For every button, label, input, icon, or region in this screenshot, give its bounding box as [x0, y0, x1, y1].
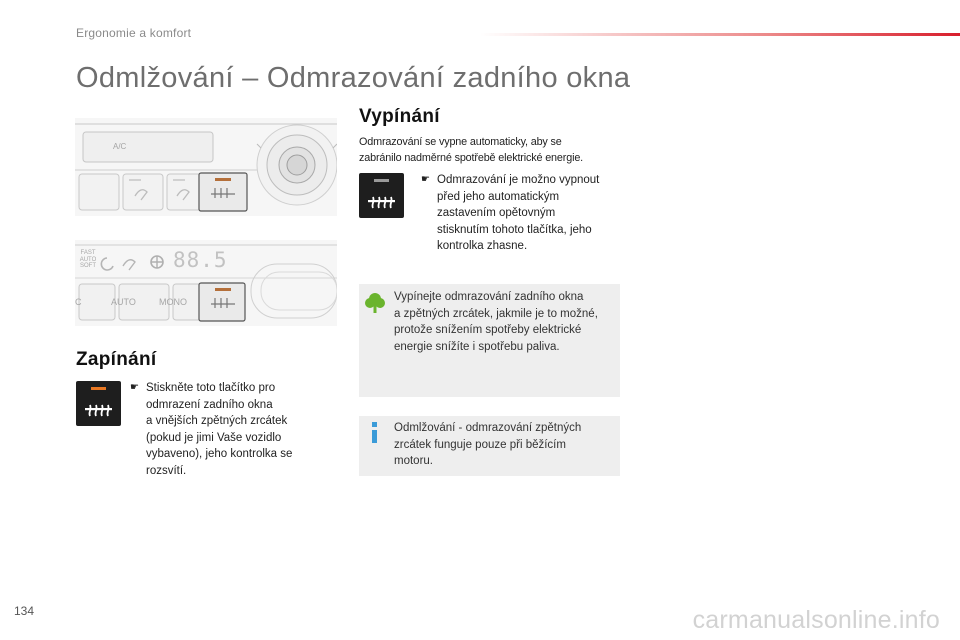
switch-on-line: (pokud je jimi Vaše vozidlo: [146, 431, 282, 444]
eco-note-line: a zpětných zrcátek, jakmile je to možné,: [394, 307, 598, 320]
switch-off-line: před jeho automatickým: [437, 190, 560, 203]
header-accent-line: [480, 33, 960, 36]
eco-note-box: [359, 284, 620, 397]
eco-note-text: [394, 289, 618, 355]
switch-on-line: a vnějších zpětných zrcátek: [146, 415, 288, 427]
fast-auto-soft-label: [79, 250, 97, 270]
switch-on-heading: Zapínání: [76, 349, 157, 370]
temperature-display: 88.5: [173, 248, 228, 272]
eco-note-line: protože snížením spotřeby elektrické: [394, 324, 582, 336]
auto-button-label: AUTO: [111, 297, 136, 307]
fast-label: FAST: [80, 250, 96, 256]
bullet-marker: ☛: [421, 174, 430, 185]
rear-defrost-button-off-icon: [359, 173, 404, 218]
page-number: 134: [14, 604, 35, 618]
bullet-marker: ☛: [130, 382, 139, 393]
switch-on-line: vybaveno), jeho kontrolka se: [146, 448, 293, 460]
rear-defrost-icon: [76, 381, 121, 426]
climate-panel-top-illustration: [75, 118, 337, 216]
intro-line: zabránilo nadměrné spotřebě elektrické energie.: [359, 152, 584, 164]
climate-panel-bottom-illustration: [75, 240, 337, 326]
switch-off-intro: [359, 134, 629, 166]
intro-line: Odmrazování se vypne automaticky, aby se: [359, 136, 562, 148]
info-note-line: Odmlžování - odmrazování zpětných: [394, 422, 582, 434]
info-note-line: zrcátek funguje pouze při běžícím: [394, 438, 566, 451]
info-note-box: [359, 416, 620, 476]
info-icon: [369, 422, 381, 444]
mono-button-label: MONO: [159, 297, 187, 307]
climate-panel-top-drawing: [75, 118, 337, 216]
rear-defrost-button-icon: [76, 381, 121, 426]
switch-off-line: zastavením opětovným: [437, 207, 556, 219]
switch-off-instructions: [421, 172, 627, 255]
left-cut-label: C: [75, 297, 82, 307]
switch-on-line: odmrazení zadního okna: [146, 398, 273, 411]
switch-on-instructions: [130, 380, 336, 479]
section-header: Ergonomie a komfort: [76, 26, 192, 40]
watermark-text: carmanualsonline.info: [692, 606, 940, 634]
info-note-text: [394, 420, 618, 470]
soft-label: SOFT: [80, 263, 96, 269]
eco-note-line: energie snížíte i spotřebu paliva.: [394, 340, 560, 353]
auto-small-label: AUTO: [79, 256, 97, 263]
switch-on-line: Stiskněte toto tlačítko pro: [146, 382, 276, 394]
ac-label: A/C: [113, 142, 127, 151]
switch-off-line: kontrolka zhasne.: [437, 240, 528, 252]
switch-on-line: rozsvítí.: [146, 464, 187, 477]
switch-off-line: stisknutím tohoto tlačítka, jeho: [437, 223, 592, 236]
page-title: Odmlžování – Odmrazování zadního okna: [76, 62, 631, 94]
switch-off-line: Odmrazování je možno vypnout: [437, 174, 600, 186]
rear-defrost-off-icon: [359, 173, 404, 218]
tree-icon: [365, 292, 385, 314]
info-note-line: motoru.: [394, 455, 433, 467]
eco-note-line: Vypínejte odmrazování zadního okna: [394, 291, 584, 303]
switch-off-heading: Vypínání: [359, 106, 440, 127]
